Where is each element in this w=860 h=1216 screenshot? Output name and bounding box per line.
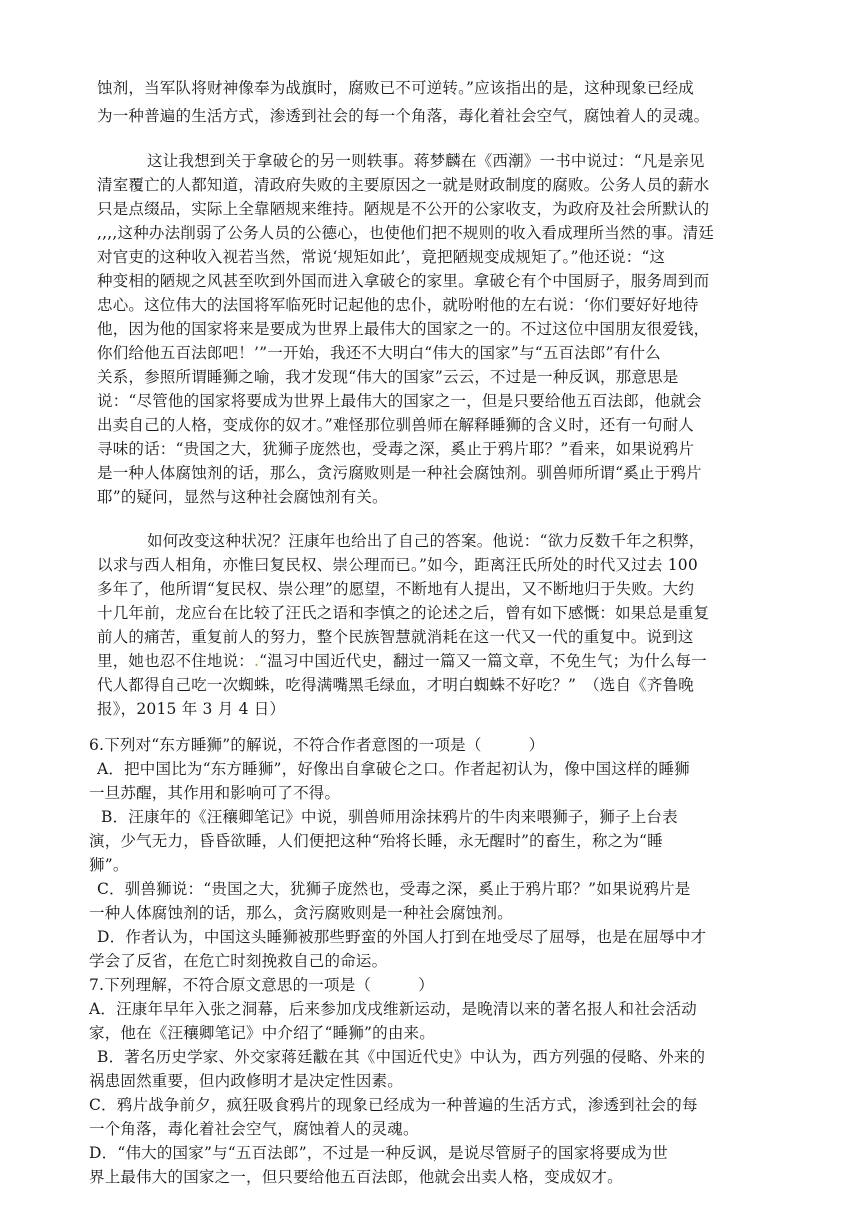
para2-line-6: 种变相的陋规之风甚至吹到外国而进入拿破仑的家里。拿破仑有个中国厨子，服务周到而 <box>97 272 710 290</box>
q6-option-b-cont-1: 演，少气无力，昏昏欲睡，人们便把这种“殆将长睡，永无醒时”的畜生，称之为“睡 <box>89 832 663 850</box>
para3-line-6-start: 里，她也忍不住地说： <box>97 652 255 670</box>
para3-line-8: 报》，2015 年 3 月 4 日） <box>97 700 286 718</box>
q6-option-a: A．把中国比为“东方睡狮”，好像出自拿破仑之口。作者起初认为，像中国这样的睡狮 <box>97 760 690 778</box>
para1-line-1: 蚀剂，当军队将财神像奉为战旗时，腐败已不可逆转。”应该指出的是，这种现象已经成 <box>97 79 694 97</box>
q6-option-b: B．汪康年的《汪穰卿笔记》中说，驯兽师用涂抹鸦片的牛肉来喂狮子，狮子上台表 <box>101 808 678 826</box>
para2-line-7: 忠心。这位伟大的法国将军临死时记起他的忠仆，就吩咐他的左右说：‘你们要好好地待 <box>97 296 699 314</box>
q6-option-d-cont: 学会了反省，在危亡时刻挽救自己的命运。 <box>89 952 388 970</box>
q7-option-c-cont: 一个角落，毒化着社会空气，腐蚀着人的灵魂。 <box>89 1120 419 1138</box>
para2-line-9: 你们给他五百法郎吧！’”一开始，我还不大明白“伟大的国家”与“五百法郎”有什么 <box>97 344 661 362</box>
q6-option-c-cont: 一种人体腐蚀剂的话，那么，贪污腐败则是一种社会腐蚀剂。 <box>89 904 513 922</box>
para2-line-11: 说：“尽管他的国家将要成为世界上最伟大的国家之一，但是只要给他五百法郎，他就会 <box>97 392 702 410</box>
para3-line-5: 前人的痛苦，重复前人的努力，整个民族智慧就消耗在这一代又一代的重复中。说到这 <box>97 628 694 646</box>
q7-option-d-cont: 界上最伟大的国家之一，但只要给他五百法郎，他就会出卖人格，变成奴才。 <box>89 1168 623 1186</box>
para3-line-4: 十几年前，龙应台在比较了汪氏之语和李慎之的论述之后，曾有如下感慨：如果总是重复 <box>97 604 710 622</box>
question-6-stem: 6.下列对“东方睡狮”的解说，不符合作者意图的一项是（ ） <box>89 736 545 754</box>
para2-line-15: 耶”的疑问，显然与这种社会腐蚀剂有关。 <box>97 488 388 506</box>
para2-line-2: 清室覆亡的人都知道，清政府失败的主要原因之一就是财政制度的腐败。公务人员的薪水 <box>97 176 710 194</box>
para2-line-13: 寻味的话：“贵国之大，犹狮子庞然也，受毒之深，奚止于鸦片耶？”看来，如果说鸦片 <box>97 440 695 458</box>
para3-line-6-quote: “温习中国近代史，翻过一篇又一篇文章，不免生气；为什么每一 <box>259 652 707 670</box>
question-7-stem: 7.下列理解，不符合原文意思的一项是（ ） <box>89 976 434 994</box>
para2-line-14: 是一种人体腐蚀剂的话，那么，贪污腐败则是一种社会腐蚀剂。驯兽师所谓“奚止于鸦片 <box>97 464 702 482</box>
para3-line-3: 多年了，他所谓“复民权、崇公理”的愿望，不断地有人提出，又不断地归于失败。大约 <box>97 580 695 598</box>
para2-line-10: 关系，参照所谓睡狮之喻，我才发现“伟大的国家”云云，不过是一种反讽，那意思是 <box>97 368 679 386</box>
para3-line-7: 代人都得自己吃一次蜘蛛，吃得满嘴黑毛绿血，才明白蜘蛛不好吃？” （选自《齐鲁晚 <box>97 676 694 694</box>
para3-line-1: 如何改变这种状况？汪康年也给出了自己的答案。他说：“欲力反数千年之积弊， <box>147 532 705 550</box>
q6-option-c: C．驯兽狮说：“贵国之大，犹狮子庞然也，受毒之深，奚止于鸦片耶？”如果说鸦片是 <box>97 880 691 898</box>
para2-line-12: 出卖自己的人格，变成你的奴才。”难怪那位驯兽师在解释睡狮的含义时，还有一句耐人 <box>97 416 694 434</box>
marker-dot: . <box>254 652 260 670</box>
para3-line-2: 以求与西人相角，亦惟曰复民权、崇公理而已。”如今，距离汪氏所处的时代又过去 100 <box>97 556 698 574</box>
para2-line-8: 他，因为他的国家将来是要成为世界上最伟大的国家之一的。不过这位中国朋友很爱钱， <box>97 320 710 338</box>
q6-option-b-cont-2: 狮”。 <box>89 856 129 874</box>
q6-option-d: D．作者认为，中国这头睡狮被那些野蛮的外国人打到在地受尽了屈辱，也是在屈辱中才 <box>97 928 707 946</box>
para2-line-4: ,,,,这种办法削弱了公务人员的公德心，也使他们把不规则的收入看成理所当然的事。清廷 <box>97 224 715 242</box>
para2-line-5: 对官吏的这种收入视若当然，常说‘规矩如此’，竟把陋规变成规矩了。”他还说：“这 <box>97 248 666 266</box>
q6-option-a-cont: 一旦苏醒，其作用和影响可了不得。 <box>89 784 341 802</box>
para1-line-2: 为一种普遍的生活方式，渗透到社会的每一个角落，毒化着社会空气，腐蚀着人的灵魂。 <box>97 107 710 125</box>
q7-option-d: D．“伟大的国家”与“五百法郎”，不过是一种反讽，是说尽管厨子的国家将要成为世 <box>89 1144 668 1162</box>
q7-option-a: A．汪康年早年入张之洞幕，后来参加戊戌维新运动，是晚清以来的著名报人和社会活动 <box>89 1000 697 1018</box>
q7-option-a-cont: 家，他在《汪穰卿笔记》中介绍了“睡狮”的由来。 <box>89 1024 435 1042</box>
para2-line-1: 这让我想到关于拿破仑的另一则轶事。蒋梦麟在《西潮》一书中说过：“凡是亲见 <box>147 152 705 170</box>
q7-option-b-cont: 祸患固然重要，但内政修明才是决定性因素。 <box>89 1072 404 1090</box>
q7-option-b: B．著名历史学家、外交家蒋廷黻在其《中国近代史》中认为，西方列强的侵略、外来的 <box>97 1048 706 1066</box>
para3-line-6 <box>97 649 707 671</box>
para2-line-3: 只是点缀品，实际上全靠陋规来维持。陋规是不公开的公家收支，为政府及社会所默认的 <box>97 200 710 218</box>
q7-option-c: C．鸦片战争前夕，疯狂吸食鸦片的现象已经成为一种普遍的生活方式，渗透到社会的每 <box>89 1096 698 1114</box>
